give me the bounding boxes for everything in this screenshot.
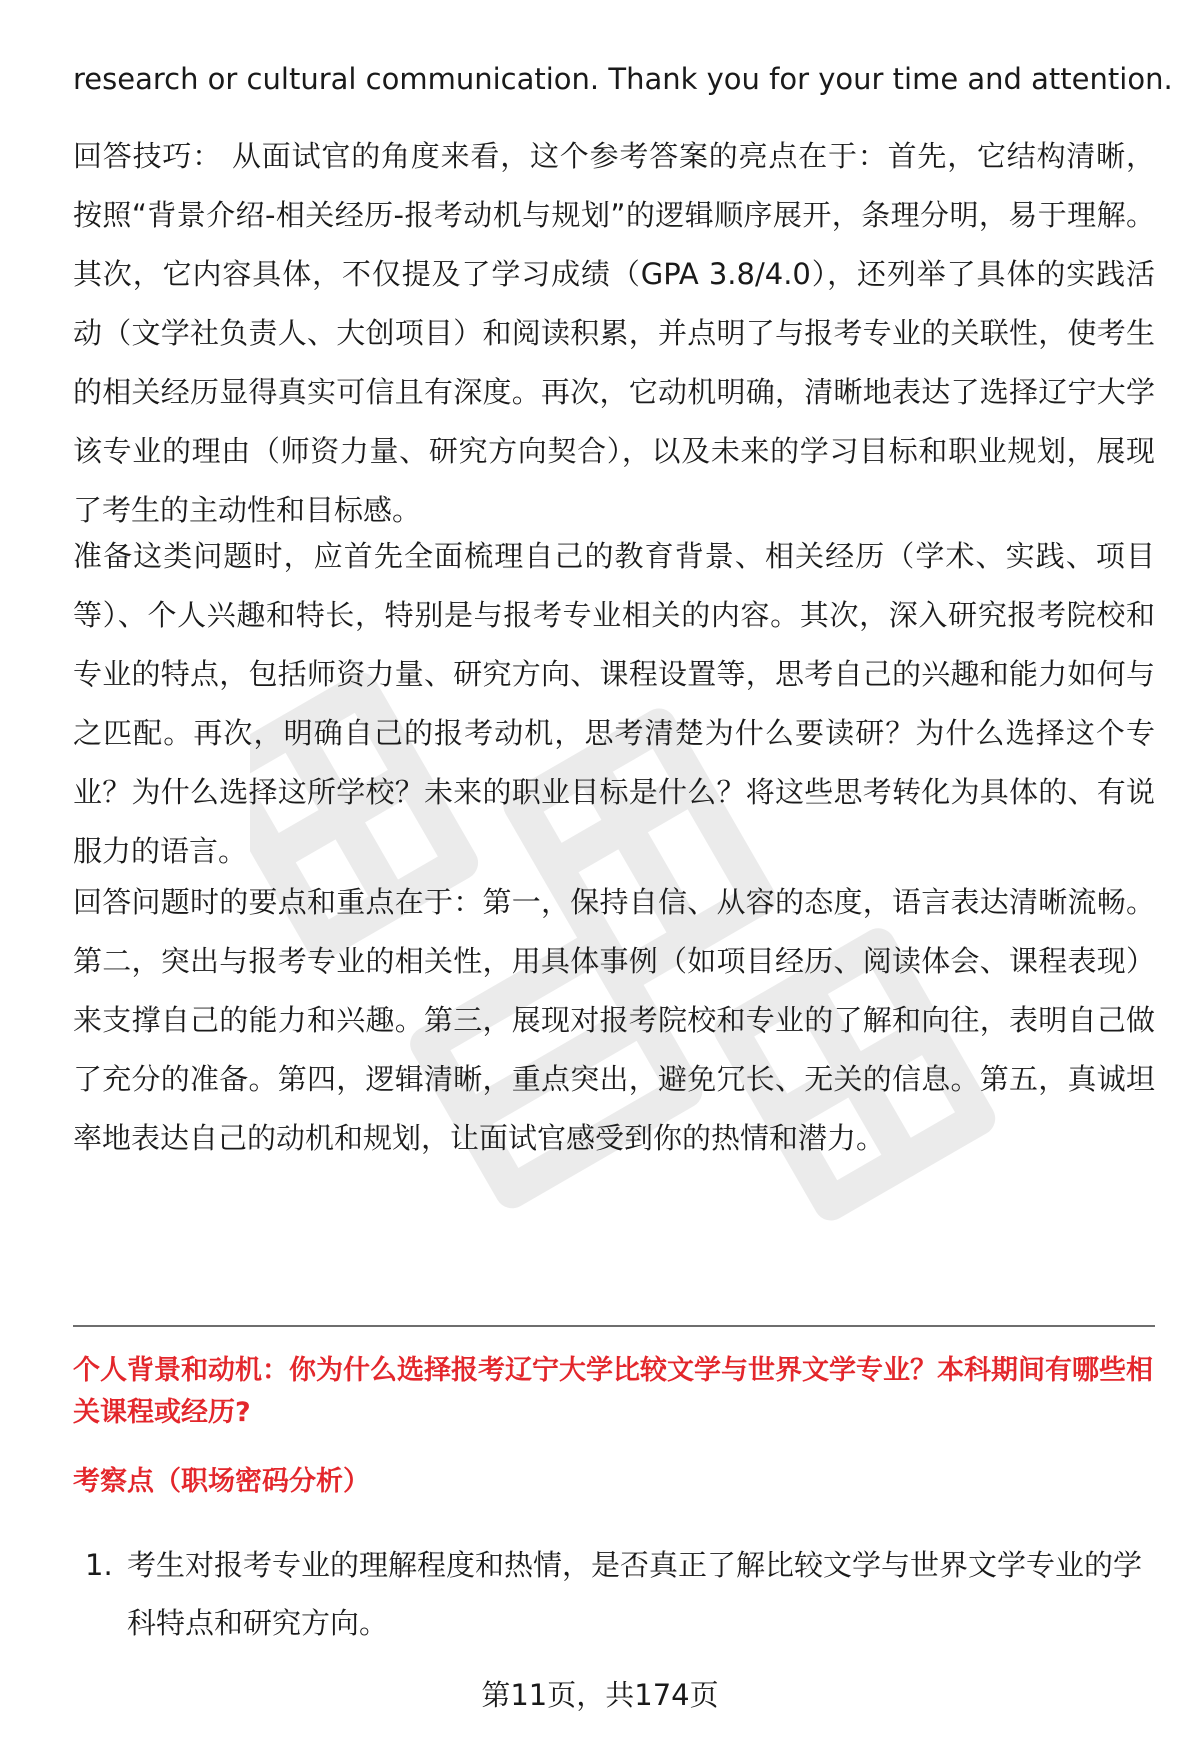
preparation-paragraph: 准备这类问题时，应首先全面梳理自己的教育背景、相关经历（学术、实践、项目等）、个人兴趣和特长，特别是与报考专业相关的内容。其次，深入研究报考院校和专业的特点，包括师资力量、研究方向、课程设置等，思考自己的兴趣和能力如何与之匹配。再次，明确自己的报考动机，思考清楚为什么要读研？为什么选择这个专业？为什么选择这所学校？未来的职业目标是什么？将这些思考转化为具体的、有说服力的语言。 (73, 539, 1155, 868)
page-footer: 第11页，共174页 (481, 1678, 719, 1712)
key-points-paragraph: 回答问题时的要点和重点在于：第一，保持自信、从容的态度，语言表达清晰流畅。第二，突出与报考专业的相关性，用具体事例（如项目经历、阅读体会、课程表现）来支撑自己的能力和兴趣。第三，展现对报考院校和专业的了解和向往，表明自己做了充分的准备。第四，逻辑清晰，重点突出，避免冗长、无关的信息。第五，真诚坦率地表达自己的动机和规划，让面试官感受到你的热情和潜力。 (73, 885, 1155, 1155)
intro-line: research or cultural communication. Thank you for your time and attention. (73, 62, 1173, 96)
section-divider (73, 1325, 1155, 1327)
question-title: 个人背景和动机：你为什么选择报考辽宁大学比较文学与世界文学专业？本科期间有哪些相关课程或经历? (73, 1355, 1153, 1428)
answer-tips-paragraph: 回答技巧： 从面试官的角度来看，这个参考答案的亮点在于：首先，它结构清晰，按照“背景介绍-相关经历-报考动机与规划”的逻辑顺序展开，条理分明，易于理解。其次，它内容具体，不仅提及了学习成绩（GPA 3.8/4.0），还列举了具体的实践活动（文学社负责人、大创项目）和阅读积累，并点明了与报考专业的关联性，使考生的相关经历显得真实可信且有深度。再次，它动机明确，清晰地表达了选择辽宁大学该专业的理由（师资力量、研究方向契合），以及未来的学习目标和职业规划，展现了考生的主动性和目标感。 (73, 139, 1155, 527)
section-label: 考察点（职场密码分析） (73, 1466, 370, 1497)
list-item-text: 考生对报考专业的理解程度和热情，是否真正了解比较文学与世界文学专业的学科特点和研究方向。 (127, 1548, 1143, 1640)
list-item-number: 1. (85, 1548, 113, 1582)
